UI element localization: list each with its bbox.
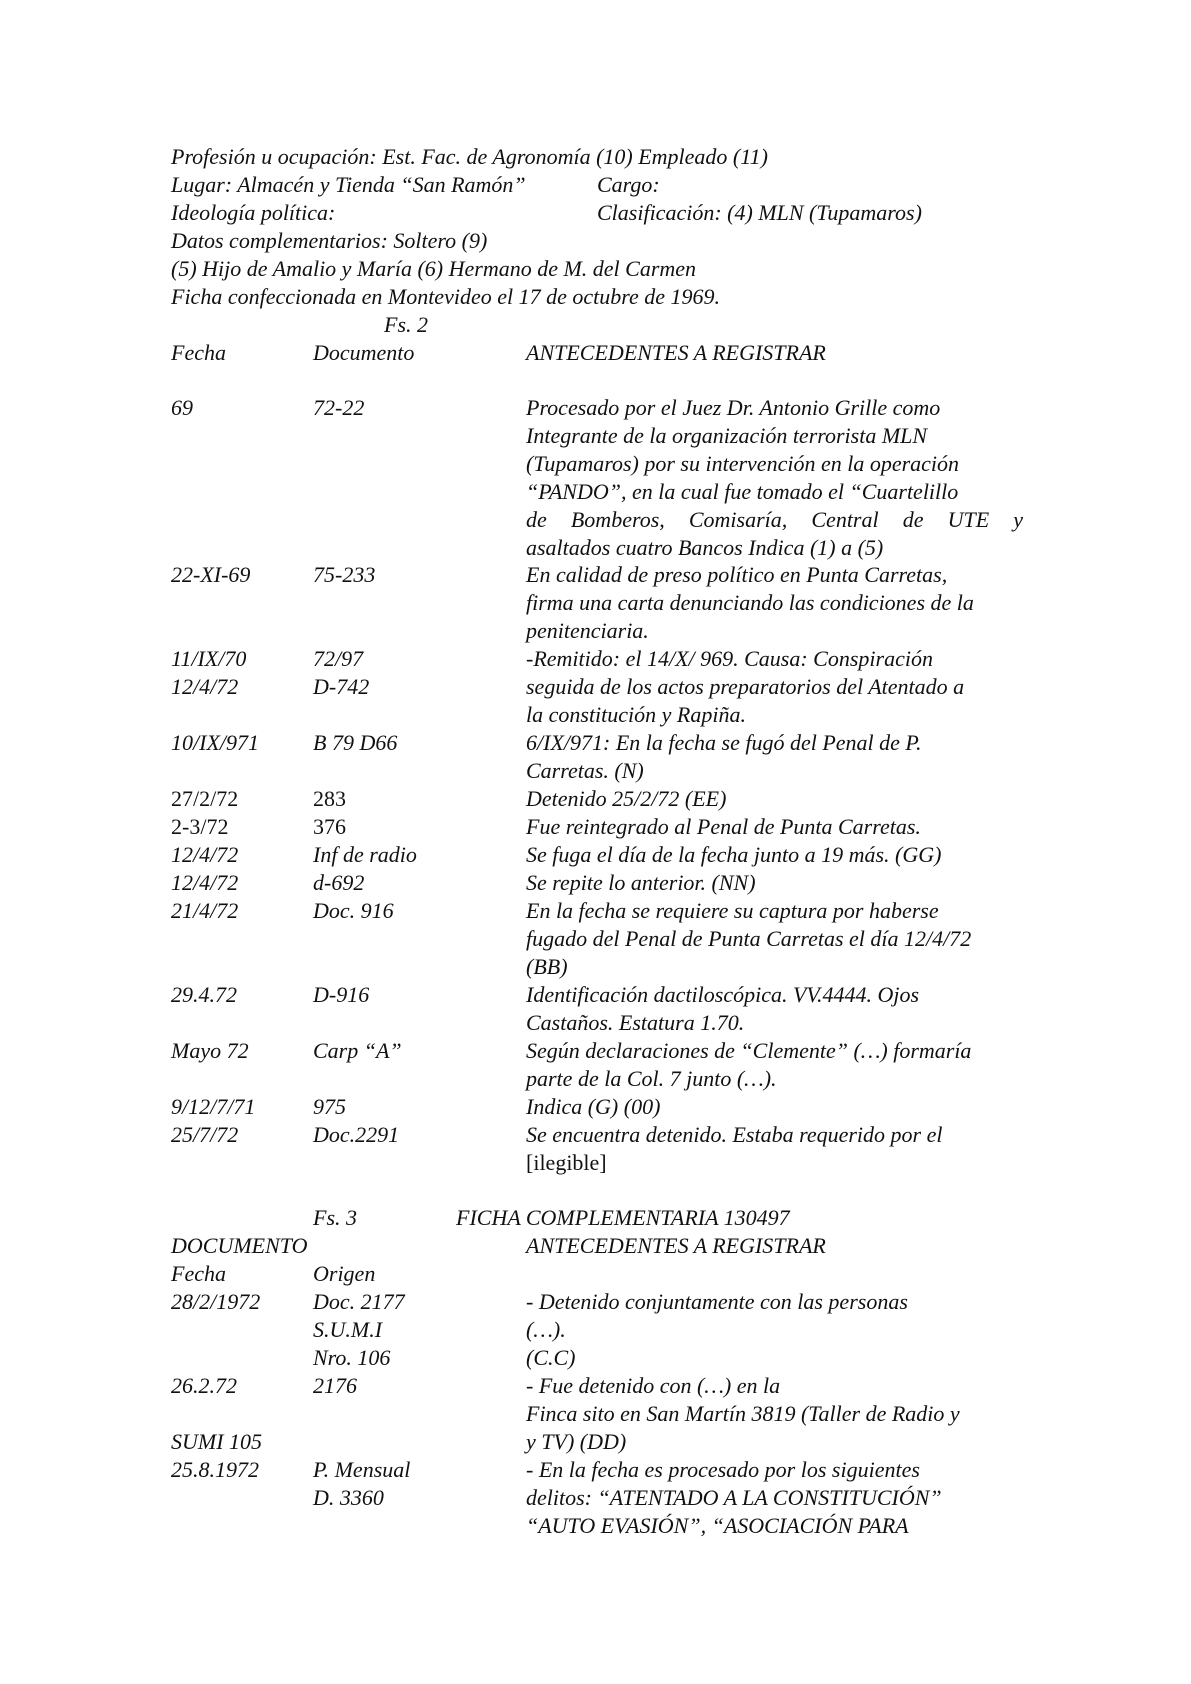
row-text: Carretas. (N) [526,758,644,783]
row-text: Indica (G) (00) [526,1094,661,1119]
row-fecha: 69 [171,395,193,420]
row-documento: 72/97 [313,646,364,671]
row-fecha: 26.2.72 [171,1373,237,1398]
row-text: de Bomberos, Comisaría, Central de UTE y [526,507,1023,532]
row-text: Se repite lo anterior. (NN) [526,870,756,895]
documento-header: DOCUMENTO [171,1233,308,1258]
row-documento: B 79 D66 [313,730,398,755]
row-text: (…). [526,1317,566,1342]
row-text: - En la fecha es procesado por los siguientes [526,1457,920,1482]
row-text: (Tupamaros) por su intervención en la operación [526,451,960,476]
row-documento: Doc.2291 [313,1122,400,1147]
row-text: seguida de los actos preparatorios del Atentado a [526,674,965,699]
row-origen: P. Mensual [313,1457,411,1482]
row-text: “PANDO”, en la cual fue tomado el “Cuartelillo [526,479,959,504]
row-documento: 283 [313,786,346,811]
row-text: Procesado por el Juez Dr. Antonio Grille como [526,395,941,420]
row-text: la constitución y Rapiña. [526,702,746,727]
row-fecha: 9/12/7/71 [171,1094,256,1119]
row-fecha: 27/2/72 [171,786,239,811]
row-text: Detenido 25/2/72 (EE) [526,786,727,811]
profesion-line: Profesión u ocupación: Est. Fac. de Agronomía (10) Empleado (11) [171,144,768,169]
row-fecha: 12/4/72 [171,842,239,867]
row-documento: 376 [313,814,346,839]
row-origen: D. 3360 [313,1485,384,1510]
row-fecha: 25/7/72 [171,1122,239,1147]
row-documento: 72-22 [313,395,365,420]
row-documento: 975 [313,1094,346,1119]
fecha-header: Fecha [171,1261,226,1286]
row-documento: d-692 [313,870,365,895]
row-documento: Carp “A” [313,1038,402,1063]
row-origen: S.U.M.I [313,1317,383,1342]
row-text: delitos: “ATENTADO A LA CONSTITUCIÓN” [526,1485,942,1510]
row-fecha: SUMI 105 [171,1429,263,1454]
row-text: - Detenido conjuntamente con las personas [526,1289,908,1314]
row-text: y TV) (DD) [526,1429,627,1454]
row-origen: Nro. 106 [313,1345,391,1370]
folio-2: Fs. 2 [384,312,428,337]
origen-header: Origen [313,1261,376,1286]
row-text: asaltados cuatro Bancos Indica (1) a (5) [526,535,884,560]
row-text: Castaños. Estatura 1.70. [526,1010,745,1035]
ideologia-line: Ideología política: [171,200,336,225]
row-fecha: 28/2/1972 [171,1289,261,1314]
datos-line: Datos complementarios: Soltero (9) [171,228,488,253]
row-text: Fue reintegrado al Penal de Punta Carretas. [526,814,921,839]
row-fecha: 10/IX/971 [171,730,259,755]
row-text: En calidad de preso político en Punta Carretas, [526,562,948,587]
antecedentes-header: ANTECEDENTES A REGISTRAR [526,1233,826,1258]
row-text: En la fecha se requiere su captura por haberse [526,898,939,923]
row-fecha: 12/4/72 [171,674,239,699]
row-fecha: 21/4/72 [171,898,239,923]
row-fecha: 25.8.1972 [171,1457,259,1482]
row-text: (C.C) [526,1345,576,1370]
row-text: (BB) [526,954,568,979]
row-text: -Remitido: el 14/X/ 969. Causa: Conspiración [526,646,933,671]
col-header-antecedentes: ANTECEDENTES A REGISTRAR [526,340,826,365]
row-origen: Doc. 2177 [313,1289,405,1314]
row-text: Finca sito en San Martín 3819 (Taller de Radio y [526,1401,960,1426]
row-text: - Fue detenido con (…) en la [526,1373,781,1398]
row-text: 6/IX/971: En la fecha se fugó del Penal de P. [526,730,922,755]
clasificacion-line: Clasificación: (4) MLN (Tupamaros) [597,200,922,225]
row-documento: Inf de radio [313,842,417,867]
row-text: “AUTO EVASIÓN”, “ASOCIACIÓN PARA [526,1513,909,1538]
row-text: fugado del Penal de Punta Carretas el día 12/4/72 [526,926,972,951]
col-header-fecha: Fecha [171,340,226,365]
row-fecha: 2-3/72 [171,814,229,839]
lugar-line: Lugar: Almacén y Tienda “San Ramón” [171,172,526,197]
row-documento: D-742 [313,674,370,699]
row-fecha: 29.4.72 [171,982,237,1007]
row-text: firma una carta denunciando las condiciones de la [526,590,974,615]
row-text: [ilegible] [526,1150,607,1175]
cargo-line: Cargo: [597,172,660,197]
row-documento: D-916 [313,982,370,1007]
col-header-documento: Documento [313,340,415,365]
row-fecha: 11/IX/70 [171,646,247,671]
row-documento: 75-233 [313,562,376,587]
row-text: parte de la Col. 7 junto (…). [526,1066,777,1091]
row-documento: Doc. 916 [313,898,394,923]
folio-3: Fs. 3 [313,1205,357,1230]
hijo-line: (5) Hijo de Amalio y María (6) Hermano de M. del Carmen [171,256,697,281]
row-text: Se fuga el día de la fecha junto a 19 más. (GG) [526,842,942,867]
row-fecha: 12/4/72 [171,870,239,895]
row-text: Según declaraciones de “Clemente” (…) formaría [526,1038,972,1063]
row-fecha: 22-XI-69 [171,562,251,587]
ficha-line: Ficha confeccionada en Montevideo el 17 de octubre de 1969. [171,284,721,309]
row-text: Se encuentra detenido. Estaba requerido por el [526,1122,943,1147]
row-text: Integrante de la organización terrorista MLN [526,423,928,448]
row-text: Identificación dactiloscópica. VV.4444. Ojos [526,982,920,1007]
row-origen: 2176 [313,1373,357,1398]
row-fecha: Mayo 72 [171,1038,249,1063]
row-text: penitenciaria. [526,618,649,643]
ficha-complementaria-title: FICHA COMPLEMENTARIA 130497 [456,1205,790,1230]
